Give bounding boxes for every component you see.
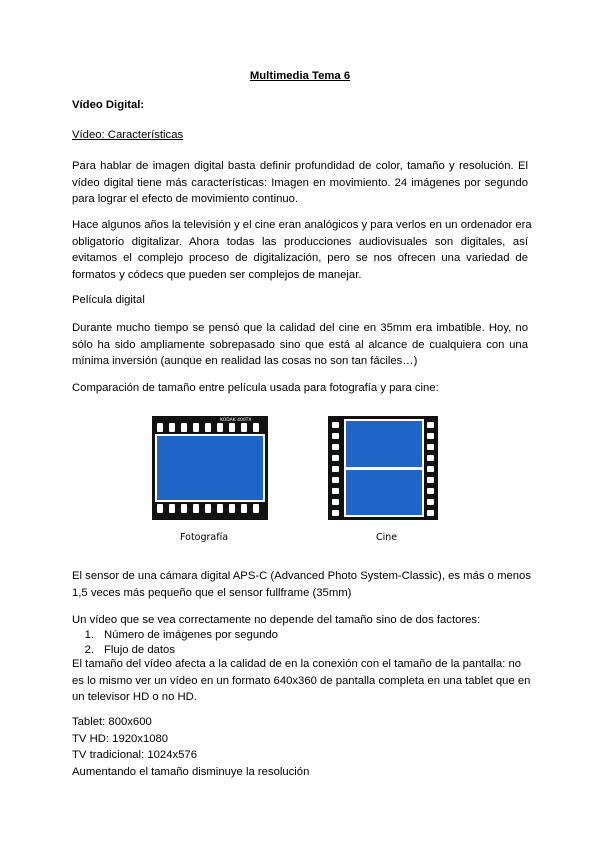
paragraph-screen-size (72, 656, 530, 706)
paragraph-sensor (72, 568, 531, 601)
cine-frame-top (346, 421, 422, 467)
sizes-list (72, 714, 309, 780)
document-title: Multimedia Tema 6 (249, 70, 351, 82)
paragraph-35mm (72, 320, 528, 370)
subsection-heading: Vídeo: Características (72, 129, 184, 141)
paragraph-analog (72, 217, 532, 283)
paragraph-line: mínima inversión (aunque en realidad las cosas no son tan fáciles…) (72, 355, 418, 367)
list-number: 2. (84, 643, 94, 656)
paragraph-line: El tamaño del vídeo afecta a la calidad de en la conexión con el tamaño de la pantalla: no (72, 658, 522, 670)
photo-film-top-perforations (157, 423, 259, 432)
paragraph-line: El sensor de una cámara digital APS-C (Advanced Photo System-Classic), es más o menos (72, 570, 531, 582)
paragraph-line: es lo mismo ver un vídeo en un formato 640x360 de pantalla completa en una tablet que en (72, 674, 531, 687)
photo-film-brand-label: KODAK 400TX (220, 418, 252, 423)
paragraph-line: sólo ha sido ampliamente sobrepasado sino que está al alcance de cualquiera con una (72, 338, 528, 351)
paragraph-line: Para hablar de imagen digital basta definir profundidad de color, tamaño y resolución. El (72, 160, 528, 172)
paragraph-line: formatos y códecs que pueden ser complejos de manejar. (72, 268, 362, 281)
comparison-caption: Comparación de tamaño entre película usada para fotografía y para cine: (72, 382, 439, 394)
size-line: Tablet: 800x600 (72, 716, 152, 728)
photo-frame (157, 436, 263, 500)
paragraph-line: obligatorio digitalizar. Ahora todas las producciones audiovisuales son digitales, así (72, 235, 528, 248)
list-item (72, 628, 278, 643)
section-heading: Vídeo Digital: (72, 99, 145, 111)
photo-film-strip-figure (150, 414, 270, 522)
paragraph-line: Durante mucho tiempo se pensó que la calidad del cine en 35mm era imbatible. Hoy, no (72, 322, 528, 334)
paragraph-line: Hace algunos años la televisión y el cine eran analógicos y para verlos en un ordenador era (72, 219, 532, 231)
paragraph-line: 1,5 veces más pequeño que el sensor fullframe (35mm) (72, 586, 352, 599)
size-line: TV tradicional: 1024x576 (72, 749, 197, 761)
paragraph-line: para lograr el efecto de movimiento continuo. (72, 193, 299, 205)
paragraph-factors-intro: Un vídeo que se vea correctamente no depende del tamaño sino de dos factores: (72, 614, 481, 626)
paragraph-intro (72, 158, 528, 208)
list-item-text: Número de imágenes por segundo (104, 629, 278, 641)
photo-film-bottom-perforations (157, 504, 259, 513)
paragraph-line: vídeo digital tiene más características: Imagen en movimiento. 24 imágenes por segundo (72, 176, 528, 189)
photo-figure-caption: Fotografía (180, 532, 229, 543)
cine-film-left-perforations (332, 422, 339, 516)
size-line: Aumentando el tamaño disminuye la resolución (72, 765, 310, 778)
list-number: 1. (84, 629, 94, 641)
cine-film-strip-figure (326, 414, 440, 522)
paragraph-line: evitamos el complejo proceso de digitalización, pero se nos ofrecen una variedad de (72, 252, 528, 264)
paragraph-line: un televisor HD o no HD. (72, 691, 197, 703)
cine-film-right-perforations (427, 422, 434, 516)
cine-figure-caption: Cine (376, 532, 398, 543)
cine-frame-bottom (346, 470, 422, 515)
size-line: TV HD: 1920x1080 (72, 732, 169, 745)
list-item-text: Flujo de datos (104, 643, 175, 656)
factors-list (72, 628, 278, 657)
list-item (72, 643, 278, 658)
section-heading-pelicula: Película digital (72, 294, 145, 306)
